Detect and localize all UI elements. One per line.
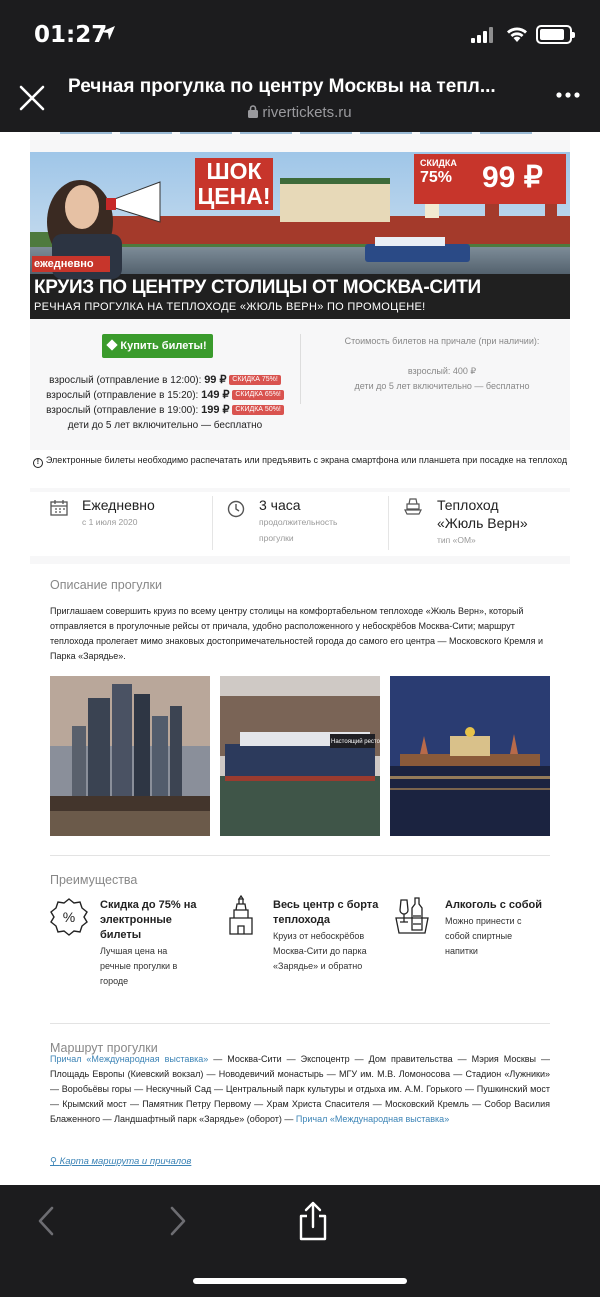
page-title: Речная прогулка по центру Москвы на тепл... — [68, 76, 496, 97]
advantage-text: Лучшая цена на речные прогулки в городе — [100, 946, 178, 986]
buy-tickets-button[interactable] — [102, 334, 213, 358]
ticket-price: 199 ₽ — [201, 404, 230, 416]
pier-prices — [316, 335, 568, 394]
photo-ship[interactable] — [220, 676, 390, 836]
divider — [388, 496, 389, 550]
calendar-icon — [50, 500, 68, 516]
divider — [50, 855, 550, 856]
schedule-title: Ежедневно — [82, 497, 155, 513]
route-stops: — Москва-Сити — Экспоцентр — Дом правительства — Мэрия Москвы — Площадь Европы (Киевский вокзал) — Новодевичий монастырь — МГУ им. М.В. Ломоносова — Стадион «Лужники» — Воробьёвы горы — Нескучный Сад — Центральный парк культуры и отдыха им. А.М. Горького — Пушкинский мост — Крымский мост — Памятник Петру Первому — Храм Христа Спасителя — Московский Кремль — Собор Василия Блаженного — Ландшафтный парк «Зарядье» (оборот) — — [50, 1054, 550, 1124]
advantage-text: Круиз от небоскрёбов Москва-Сити до парка «Зарядье» и обратно — [273, 931, 367, 971]
ticket-icon — [107, 339, 118, 350]
route-map-link[interactable] — [50, 1156, 191, 1167]
ship-sub: тип «ОМ» — [437, 535, 476, 545]
discount-value: 75% — [420, 169, 453, 186]
banner-price: 99 ₽ — [482, 161, 543, 194]
photo-kremlin[interactable] — [390, 676, 550, 836]
schedule-sub: с 1 июля 2020 — [82, 517, 138, 527]
duration-sub-2: прогулки — [259, 533, 294, 543]
champagne-icon — [395, 896, 429, 934]
ship-title-1: Теплоход — [437, 497, 499, 513]
discount-label: СКИДКА — [420, 158, 457, 168]
location-arrow-icon — [99, 24, 117, 42]
kremlin-tower-icon — [226, 896, 256, 936]
ticket-label: взрослый (отправление в 19:00): — [46, 405, 199, 416]
kremlin-image — [390, 676, 550, 836]
percent-badge-icon — [50, 898, 88, 936]
more-options-icon[interactable] — [556, 92, 580, 98]
duration-title: 3 часа — [259, 497, 301, 513]
advantage-text: Можно принести с собой спиртные напитки — [445, 916, 522, 956]
discount-block — [414, 154, 566, 204]
advantage-title: Весь центр с борта теплохода — [273, 899, 379, 926]
advantage-title: Алкоголь с собой — [445, 899, 542, 911]
discount-badge: СКИДКА 50%! — [232, 405, 284, 415]
duration-sub-1: продолжительность — [259, 517, 338, 527]
clock-icon — [227, 500, 245, 518]
route-end-link[interactable]: Причал «Международная выставка» — [295, 1114, 450, 1124]
daily-label: ежедневно — [34, 258, 94, 270]
browser-header — [0, 72, 600, 132]
info-icon: ! — [33, 458, 43, 468]
discount-badge: СКИДКА 65%! — [232, 390, 284, 400]
pier-children: дети до 5 лет включительно — бесплатно — [354, 381, 530, 391]
ticket-price: 99 ₽ — [204, 374, 227, 386]
banner-subline: РЕЧНАЯ ПРОГУЛКА НА ТЕПЛОХОДЕ «ЖЮЛЬ ВЕРН» ПО ПРОМОЦЕНЕ! — [34, 301, 426, 313]
forward-icon[interactable] — [168, 1205, 188, 1237]
duration-block — [259, 496, 337, 546]
shock-line-2: ЦЕНА! — [197, 183, 271, 209]
page-container — [30, 132, 570, 1185]
schedule-block — [82, 496, 155, 530]
url-display[interactable] — [0, 104, 600, 121]
divider — [212, 496, 213, 550]
home-indicator[interactable] — [193, 1278, 407, 1284]
shock-line-1: ШОК — [206, 158, 262, 184]
map-link-label: Карта маршрута и причалов — [59, 1156, 192, 1167]
description-section — [30, 564, 570, 847]
map-pin-icon: ⚲ — [50, 1156, 57, 1167]
ticket-price-row — [30, 388, 300, 403]
banner-headline: КРУИЗ ПО ЦЕНТРУ СТОЛИЦЫ ОТ МОСКВА-СИТИ — [34, 277, 481, 298]
route-text — [50, 1052, 550, 1127]
battery-icon — [536, 25, 572, 44]
description-title: Описание прогулки — [50, 578, 162, 592]
ticket-label: взрослый (отправление в 12:00): — [49, 375, 202, 386]
pier-title: Стоимость билетов на причале (при наличии): — [344, 336, 540, 346]
description-text: Приглашаем совершить круиз по всему центру столицы на комфортабельном теплоходе «Жюль Верн», который отправляется в прогулочные рейсы от причала, удобно расположенного у небоскрёбов Москва-Сити; маршрут теплохода пролегает мимо знаковых достопримечательностей города до самого его центра — Московского Кремля и Парка «Зарядье». — [50, 606, 544, 661]
route-start-link[interactable]: Причал «Международная выставка» — [50, 1054, 209, 1064]
status-time: 01:27 — [34, 22, 108, 48]
online-prices — [30, 373, 300, 433]
notice-text: Электронные билеты необходимо распечатать или предъявить с экрана смартфона или планшета при посадке на теплоход — [45, 455, 568, 465]
e-ticket-notice — [30, 450, 570, 488]
ticket-label: взрослый (отправление в 15:20): — [46, 390, 199, 401]
wifi-icon — [505, 25, 529, 43]
pier-adult: взрослый: 400 ₽ — [407, 366, 477, 376]
discount-badge: СКИДКА 75%! — [229, 375, 281, 385]
top-nav-links[interactable] — [60, 126, 570, 136]
tour-info — [30, 492, 570, 556]
children-price: дети до 5 лет включительно — бесплатно — [67, 420, 263, 431]
ship-sign-text: Настоящий ресторан — [331, 739, 390, 745]
ship-image — [220, 676, 390, 836]
web-content — [0, 132, 600, 1185]
shock-price-label — [195, 158, 273, 210]
ship-title-2: «Жюль Верн» — [437, 515, 528, 531]
url-text: rivertickets.ru — [262, 104, 352, 121]
divider — [50, 1023, 550, 1024]
ticket-price-row — [30, 373, 300, 388]
buy-tickets-label: Купить билеты! — [120, 340, 207, 352]
status-bar — [0, 0, 600, 72]
ticket-price: 149 ₽ — [201, 389, 230, 401]
lock-icon — [248, 105, 258, 118]
ship-block — [437, 496, 528, 548]
route-title: Маршрут прогулки — [50, 1041, 158, 1055]
promo-banner[interactable] — [30, 152, 570, 319]
ship-icon — [404, 498, 422, 516]
ticket-price-row — [30, 403, 300, 418]
moscow-city-image — [50, 676, 210, 836]
svg-text:%: % — [62, 909, 76, 925]
photo-moscow-city[interactable] — [50, 676, 210, 836]
divider — [300, 334, 301, 404]
back-icon[interactable] — [36, 1205, 56, 1237]
cellular-signal-icon — [471, 27, 495, 43]
share-icon[interactable] — [297, 1201, 329, 1241]
advantages-title: Преимущества — [50, 873, 138, 887]
advantage-title: Скидка до 75% на электронные билеты — [100, 899, 197, 941]
